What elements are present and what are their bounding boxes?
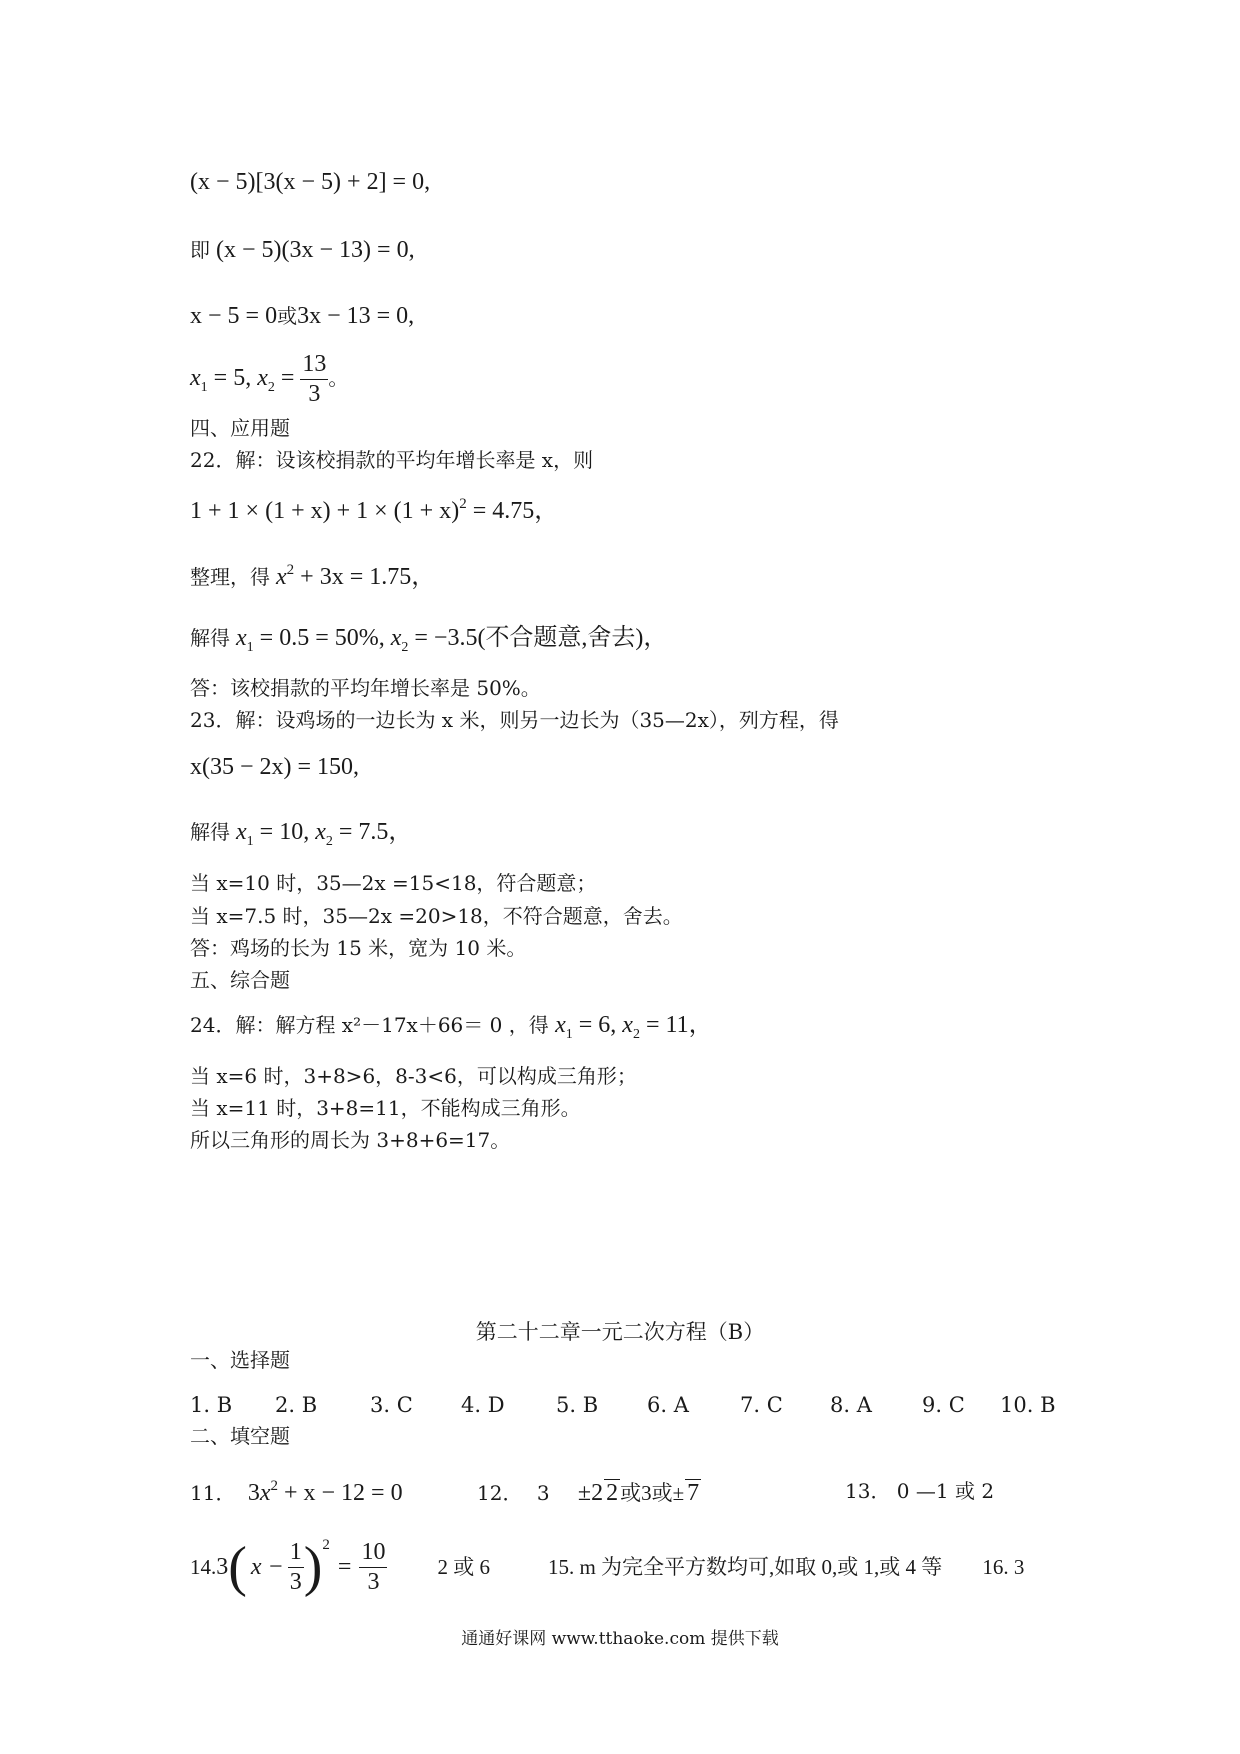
choice-answer: 1. B bbox=[190, 1393, 233, 1417]
q23-case-1: 当 x=10 时，35—2x =15<18，符合题意； bbox=[190, 871, 597, 895]
q22-equation-2: 整理，得 $x^2 + 3x = 1.75$， bbox=[190, 562, 436, 590]
section-heading-comprehensive: 五、综合题 bbox=[190, 968, 290, 992]
q23-text: 23．解：设鸡场的一边长为 x 米，则另一边长为（35—2x），列方程，得 bbox=[190, 708, 839, 732]
choice-answer: 6. A bbox=[647, 1393, 689, 1417]
choice-answer: 8. A bbox=[830, 1393, 872, 1417]
q22-answer: 答：该校捐款的平均年增长率是 50%。 bbox=[190, 676, 541, 700]
q22-text: 22．解：设该校捐款的平均年增长率是 x，则 bbox=[190, 448, 594, 472]
sqrt-2: 2 bbox=[606, 1480, 619, 1506]
q14-answer: 14. 3 ( x − $\frac{1}{3}$ ) 2 = $\frac{10}{3}$ 2 或 6 15. m 为完全平方数均可,如取 0,或 1,或 4 等 16. 3 bbox=[190, 1536, 1025, 1599]
chapter-title: 第二十二章一元二次方程（B） bbox=[475, 1320, 765, 1344]
section-heading-choice: 一、选择题 bbox=[190, 1348, 290, 1372]
choice-answer: 7. C bbox=[740, 1393, 783, 1417]
q13-answer: 13． 0 —1 或 2 bbox=[845, 1479, 995, 1503]
equation-or: x − 5 = 0或3x − 13 = 0, bbox=[190, 303, 415, 329]
q23-solution: 解得 $x_1 = 10$, $x_2 = 7.5$， bbox=[190, 819, 413, 849]
choice-answer: 5. B bbox=[556, 1393, 599, 1417]
q11-answer: 11． $3x^2 + x - 12 = 0$ bbox=[190, 1478, 403, 1506]
q22-solution: 解得 $x_1 = 0.5 = 50\%$, $x_2 = -3.5$(不合题意,舍去)， bbox=[190, 625, 668, 655]
q23-case-2: 当 x=7.5 时，35—2x =20>18，不符合题意，舍去。 bbox=[190, 904, 683, 928]
q14-rhs-fraction: $\frac{10}{3}$ bbox=[361, 1539, 386, 1595]
q12-answer: 12． 3 ±2 2或3或± 7 bbox=[477, 1480, 700, 1506]
q23-answer: 答：鸡场的长为 15 米，宽为 10 米。 bbox=[190, 936, 527, 960]
choice-answer: 2. B bbox=[275, 1393, 318, 1417]
solution-line: $x_1 = 5$, $x_2$ = $\frac{13}{3}$ 。 bbox=[190, 351, 349, 407]
equation-factor: (x − 5)[3(x − 5) + 2] = 0, bbox=[190, 169, 431, 195]
choice-answer: 10. B bbox=[1000, 1393, 1056, 1417]
q22-equation-1: $1 + 1 \times (1 + x) + 1 \times (1 + x)^2 = 4.75$， bbox=[190, 496, 559, 524]
q24-text: 24．解：解方程 x²－17x＋66＝ 0 ，得 $x_1 = 6$, $x_2 = 11$， bbox=[190, 1012, 713, 1042]
sqrt-7: 7 bbox=[687, 1480, 700, 1506]
choice-answer: 9. C bbox=[922, 1393, 965, 1417]
q24-case-1: 当 x=6 时，3+8>6，8-3<6，可以构成三角形； bbox=[190, 1064, 637, 1088]
choice-answer: 3. C bbox=[370, 1393, 413, 1417]
solution-fraction: $\frac{13}{3}$ bbox=[302, 351, 327, 407]
section-heading-application: 四、应用题 bbox=[190, 416, 290, 440]
equation-ji: 即 (x − 5)(3x − 13) = 0, bbox=[190, 237, 415, 263]
q23-equation: x(35 − 2x) = 150, bbox=[190, 754, 360, 780]
q14-inner-fraction: $\frac{1}{3}$ bbox=[289, 1539, 302, 1595]
section-heading-fill: 二、填空题 bbox=[190, 1424, 290, 1448]
footer-source: 通通好课网 www.tthaoke.com 提供下载 bbox=[461, 1629, 779, 1649]
q24-answer: 所以三角形的周长为 3+8+6=17。 bbox=[190, 1128, 511, 1152]
q24-case-2: 当 x=11 时，3+8=11，不能构成三角形。 bbox=[190, 1096, 581, 1120]
choice-answer: 4. D bbox=[461, 1393, 505, 1417]
